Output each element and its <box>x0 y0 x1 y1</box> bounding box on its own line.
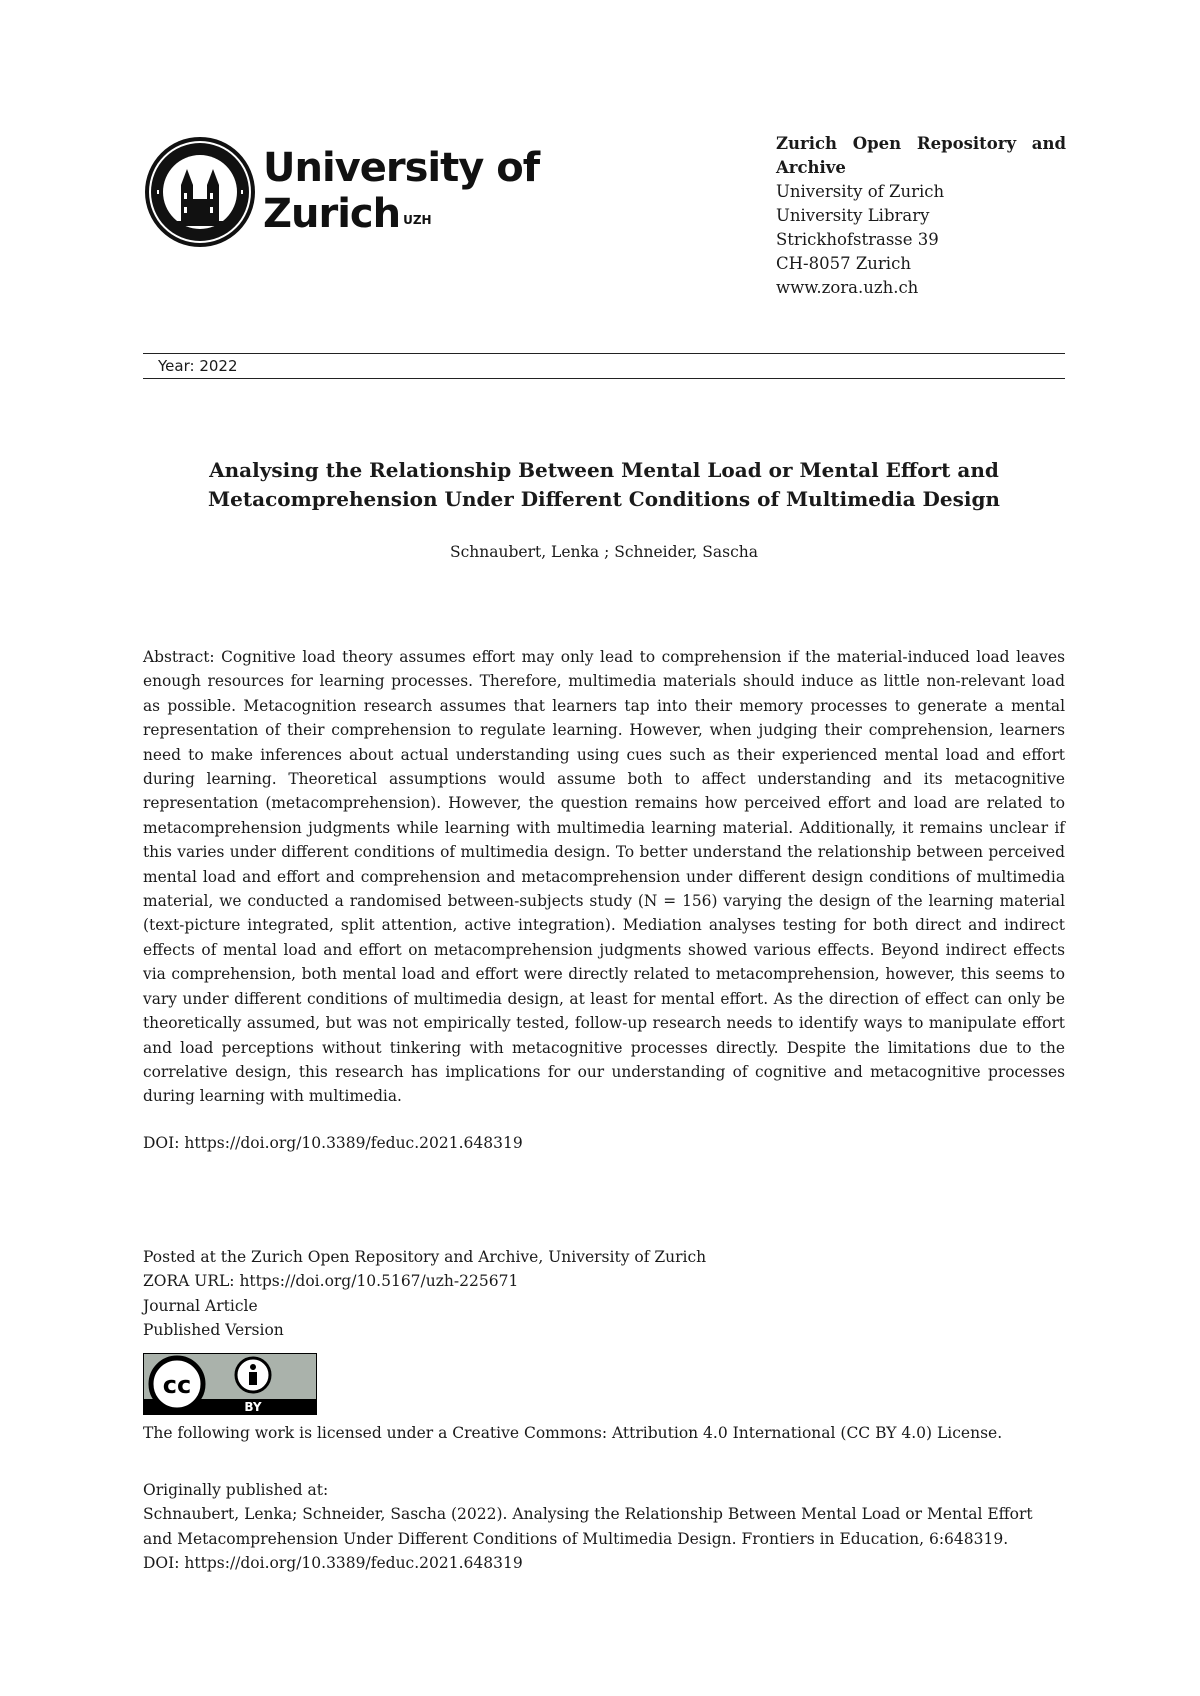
cc-by-label: BY <box>244 1400 262 1414</box>
posted-line: Published Version <box>143 1321 284 1340</box>
posted-line: Posted at the Zurich Open Repository and Archive, University of Zurich <box>143 1248 707 1266</box>
year-rule-top <box>143 353 1065 354</box>
repository-address <box>776 132 1066 300</box>
logo-line-2-text: Zurich <box>263 191 401 237</box>
abstract: Abstract: Cognitive load theory assumes effort may only lead to comprehension if the material-induced load leaves enough resources for learning processes. Therefore, multimedia materials should induce as little non-relevant load as possible. Metacognition research assumes that learners tap into their memory processes to generate a mental representation of their comprehension to regulate learning. However, when judging their comprehension, learners need to make inferences about actual understanding using cues such as their experienced mental load and effort during learning. Theoretical assumptions would assume both to affect understanding and its metacognitive representation (metacomprehension). However, the question remains how perceived effort and load are related to metacomprehension judgments while learning with multimedia learning material. Additionally, it remains unclear if this varies under different conditions of multimedia design. To better understand the relationship between perceived mental load and effort and comprehension and metacomprehension under different design conditions of multimedia material, we conducted a randomised between-subjects study (N = 156) varying the design of the learning material (text-picture integrated, split attention, active integration). Mediation analyses testing for both direct and indirect effects of mental load and effort on metacomprehension judgments showed various effects. Beyond indirect effects via comprehension, both mental load and effort were directly related to metacomprehension, however, this seems to vary under different conditions of multimedia design, at least for mental effort. As the direction of effect can only be theoretically assumed, but was not empirically tested, follow-up research needs to identify ways to manipulate effort and load perceptions without tinkering with metacognitive processes directly. Despite the limitations due to the correlative design, this research has implications for our understanding of cognitive and metacognitive processes during learning with multimedia. <box>143 648 1065 1106</box>
license-statement: The following work is licensed under a Creative Commons: Attribution 4.0 International (CC BY 4.0) License. <box>143 1424 1003 1442</box>
logo-line-1: University of <box>263 145 540 191</box>
university-logo <box>143 135 540 250</box>
originally-published <box>143 1478 1065 1576</box>
logo-line-2 <box>263 191 539 237</box>
university-seal-icon <box>143 135 257 249</box>
repository-line: Strickhofstrasse 39 <box>776 230 939 249</box>
doi-link[interactable]: DOI: https://doi.org/10.3389/feduc.2021.648319 <box>143 1134 523 1152</box>
repository-name: Zurich Open Repository and Archive <box>776 134 1066 177</box>
originally-published-heading: Originally published at: <box>143 1481 329 1499</box>
posted-line: Journal Article <box>143 1296 258 1315</box>
year-label: Year: 2022 <box>158 357 238 375</box>
cc-text: cc <box>162 1371 192 1399</box>
zora-url-link[interactable]: ZORA URL: https://doi.org/10.5167/uzh-225671 <box>143 1272 519 1291</box>
logo-wordmark <box>263 145 539 237</box>
citation-line: and Metacomprehension Under Different Conditions of Multimedia Design. Frontiers in Education, 6:648319. <box>143 1529 1009 1548</box>
citation-line: Schnaubert, Lenka; Schneider, Sascha (2022). Analysing the Relationship Between Mental Load or Mental Effort <box>143 1505 1033 1524</box>
repository-line: University of Zurich <box>776 182 945 201</box>
posted-info <box>143 1245 706 1343</box>
repository-line: University Library <box>776 206 930 225</box>
year-rule-bottom <box>143 378 1065 379</box>
repository-website-link[interactable]: www.zora.uzh.ch <box>776 278 919 297</box>
logo-superscript: UZH <box>403 213 432 227</box>
citation-doi-link[interactable]: DOI: https://doi.org/10.3389/feduc.2021.648319 <box>143 1554 523 1573</box>
cc-by-icon[interactable] <box>143 1353 317 1415</box>
repository-line: CH-8057 Zurich <box>776 254 911 273</box>
paper-title: Analysing the Relationship Between Mental Load or Mental Effort and Metacomprehension Under Different Conditions of Multimedia Design <box>208 458 1000 511</box>
paper-authors: Schnaubert, Lenka ; Schneider, Sascha <box>449 543 758 561</box>
